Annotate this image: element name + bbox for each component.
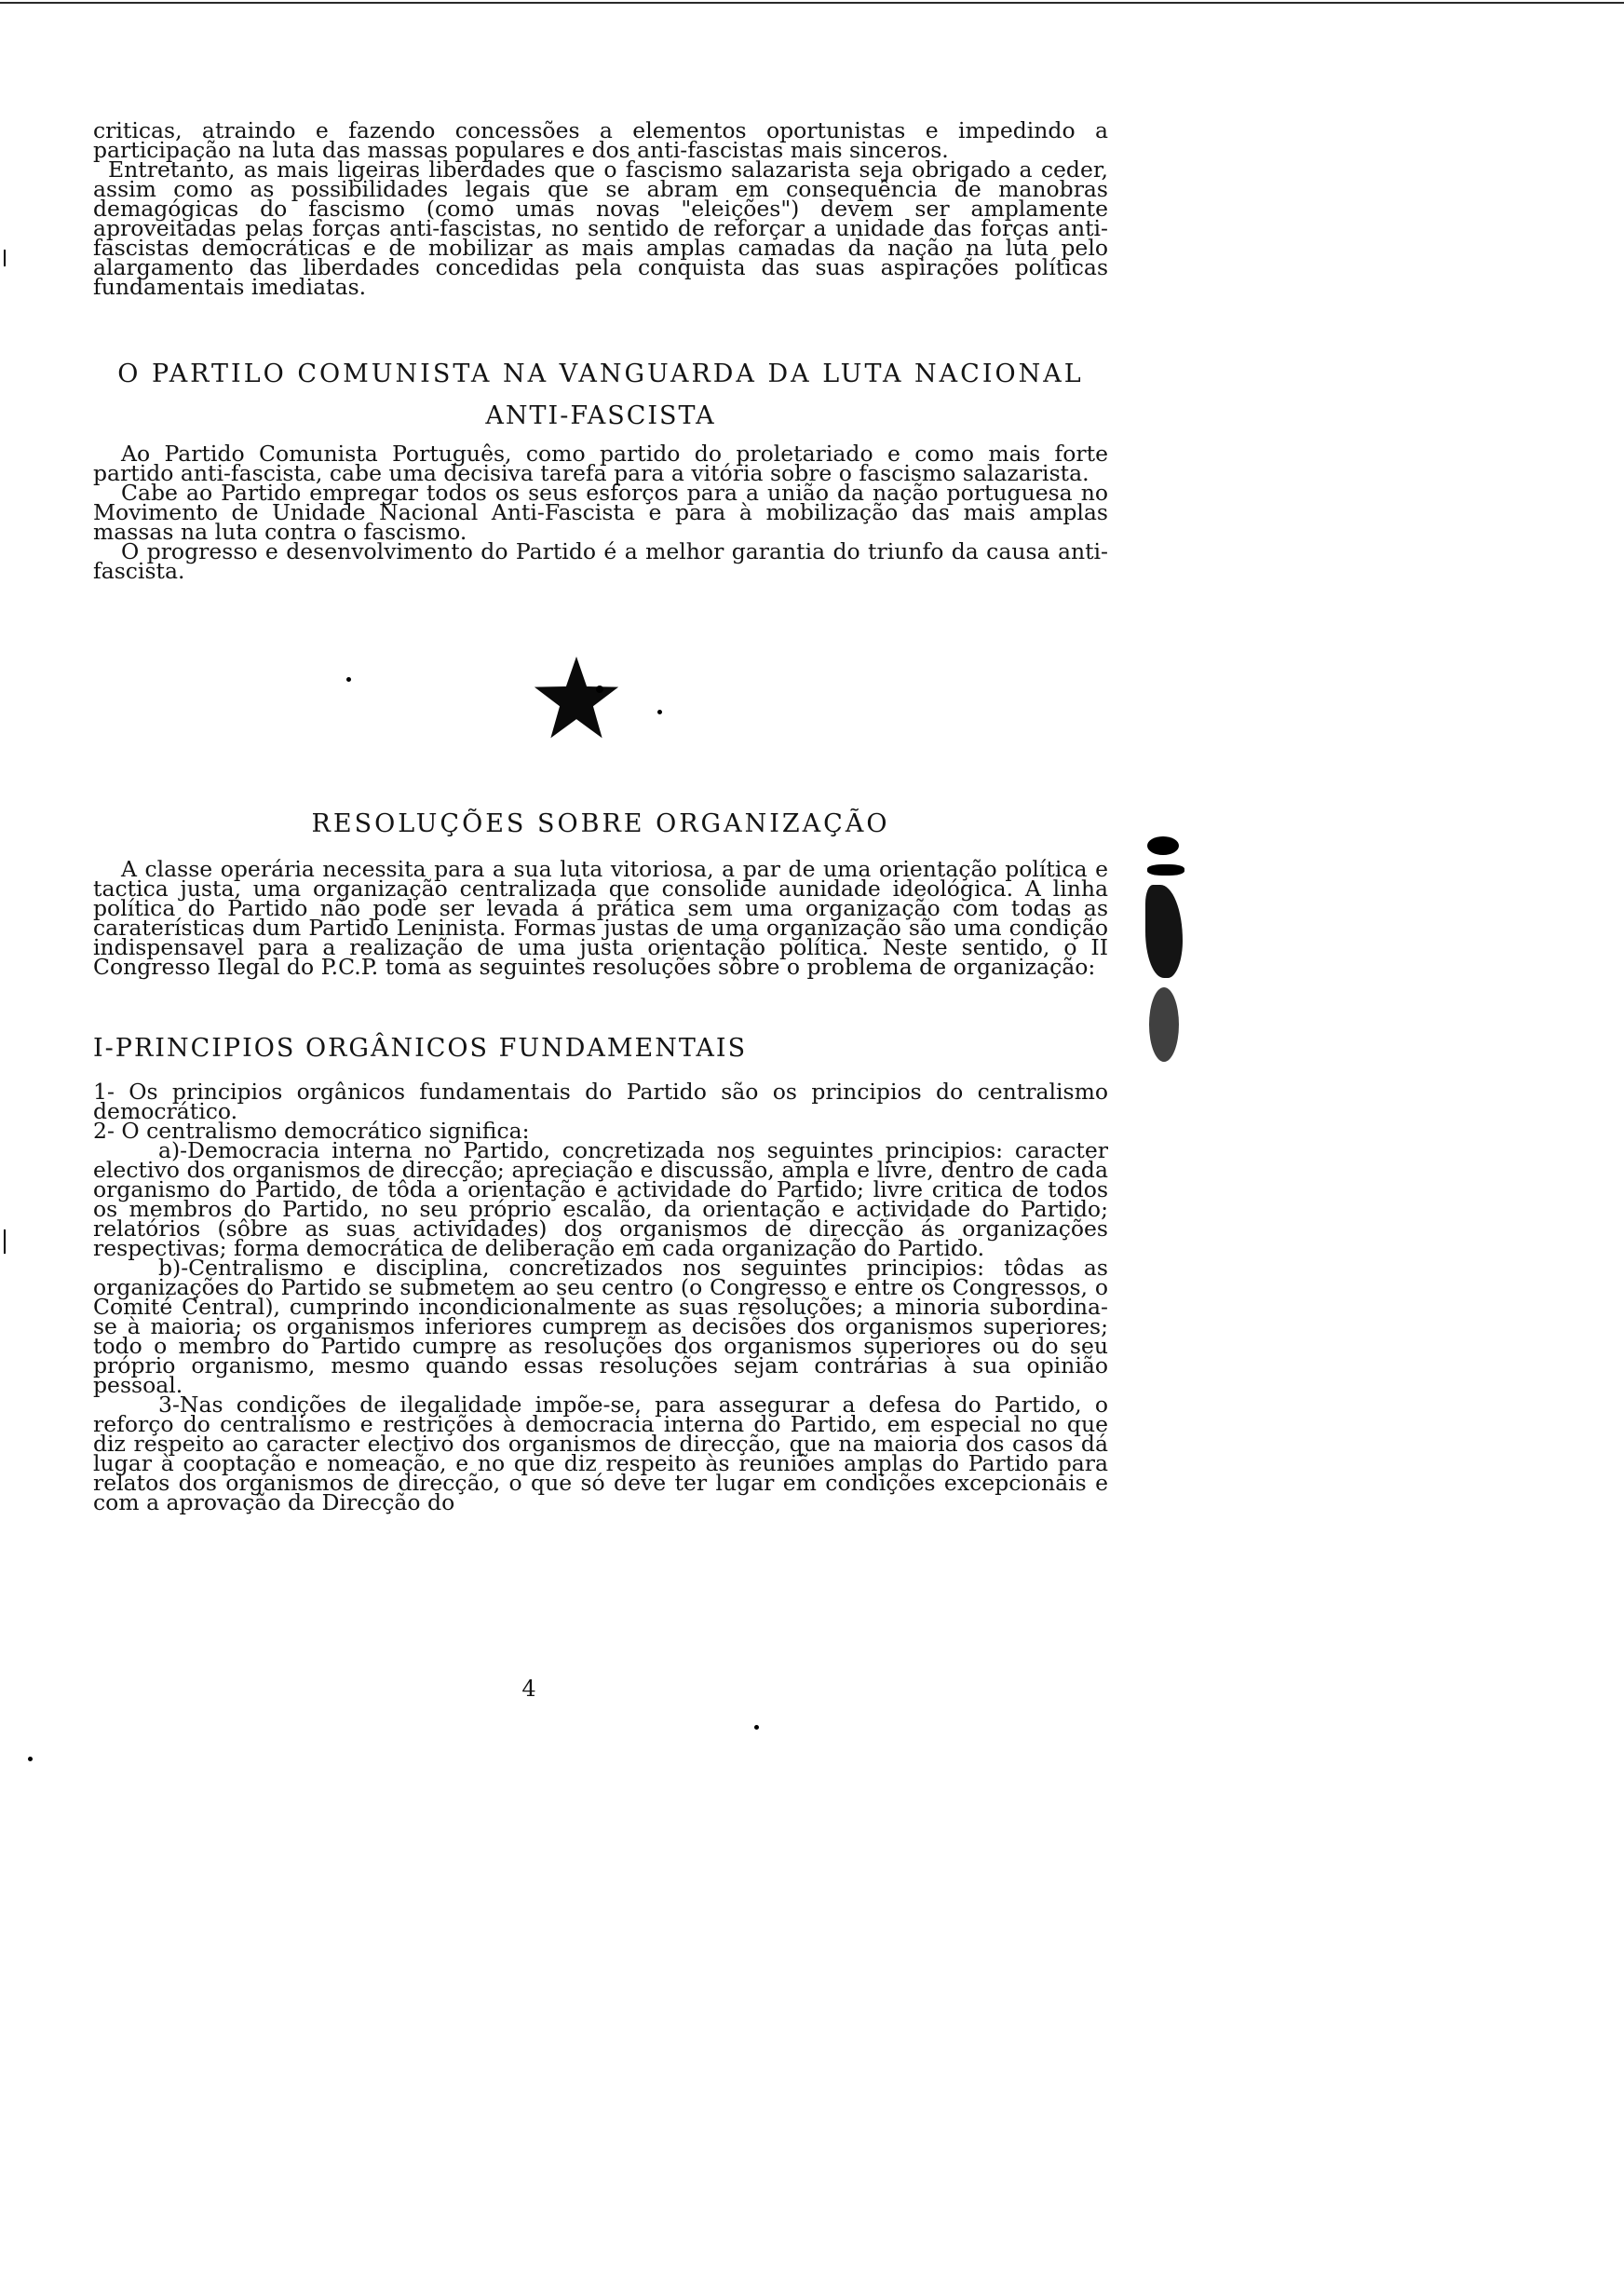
organization-intro-block [93, 856, 1108, 980]
scan-blot [1147, 864, 1184, 876]
scan-blot [1149, 987, 1179, 1062]
vanguard-paragraph-3: O progresso e desenvolvimento do Partido é a melhor garantia do triunfo da causa anti-fascista. [93, 538, 1108, 584]
principles-block [93, 1079, 1108, 1515]
vanguard-paragraph-2: Cabe ao Partido empregar todos os seus esforços para a união da nação portuguesa no Movimento de Unidade Nacional Anti-Fascista e para à mobilização das mais amplas massas na luta contra o fascismo. [93, 480, 1108, 545]
principle-item-1: 1- Os principios orgânicos fundamentais do Partido são os principios do centralismo democrático. [93, 1079, 1108, 1124]
star-ornament-icon [533, 654, 620, 743]
scan-speck [4, 250, 6, 266]
vanguard-paragraph-1: Ao Partido Comunista Português, como partido do proletariado e como mais forte partido anti-fascista, cabe uma decisiva tarefa para a vitória sobre o fascismo salazarista. [93, 441, 1108, 486]
scan-speck [657, 710, 662, 714]
intro-paragraph-2: Entretanto, as mais ligeiras liberdades que o fascismo salazarista seja obrigado a ceder, assim como as possibilidades legais que se abram em consequência de manobras demagógicas do fascismo (como umas novas "eleições") devem ser amplamente aproveitadas pelas forças anti-fascistas, no sentido de reforçar a unidade das forças anti-fascistas democráticas e de mobilizar as mais amplas camadas da nação na luta pelo alargamento das liberdades concedidas pela conquista das suas aspirações políticas fundamentais imediatas. [93, 156, 1108, 300]
scan-speck [4, 1229, 6, 1254]
section-title-line-1: O PARTILO COMUNISTA NA VANGUARDA DA LUTA NACIONAL [117, 360, 1084, 388]
intro-block [93, 117, 1108, 300]
page-number: 4 [521, 1676, 536, 1702]
principles-subheading: I-PRINCIPIOS ORGÂNICOS FUNDAMENTAIS [93, 1034, 748, 1063]
principle-item-3: 3-Nas condições de ilegalidade impõe-se, para assegurar a defesa do Partido, o reforço do centralismo e restrições à democracia interna do Partido, em especial no que diz respeito ao caracter electivo dos organismos de direcção, que na maioria dos casos dá lugar à cooptação e nomeação, e no que diz respeito às reuniões amplas do Partido para relatos dos organismos de direcção, o que só deve ter lugar em condições excepcionais e com a aprovação da Direcção do [93, 1392, 1108, 1515]
scan-speck [754, 1725, 759, 1730]
intro-paragraph-1: criticas, atraindo e fazendo concessões a elementos oportunistas e impedindo a participação na luta das massas populares e dos anti-fascistas mais sinceros. [93, 117, 1108, 163]
scan-speck [596, 686, 603, 693]
scan-speck [346, 677, 351, 682]
scan-top-border [0, 2, 1624, 4]
principle-item-2a: a)-Democracia interna no Partido, concretizada nos seguintes principios: caracter electivo dos organismos de direcção; apreciação e discussão, ampla e livre, dentro de cada organismo do Partido, de tôda a orientação e actividade do Partido; livre critica de todos os membros do Partido, no seu próprio escalão, da orientação e actividade do Partido; relatórios (sôbre as suas actividades) dos organismos de direcção ás organizações respectivas; forma democrática de deliberação em cada organização do Partido. [93, 1137, 1108, 1261]
resolutions-title: RESOLUÇÕES SOBRE ORGANIZAÇÃO [311, 809, 890, 838]
scan-blot [1147, 836, 1179, 855]
section-title-line-2: ANTI-FASCISTA [485, 401, 716, 430]
organization-intro-paragraph: A classe operária necessita para a sua luta vitoriosa, a par de uma orientação política e tactica justa, uma organização centralizada que consolide aunidade ideológica. A linha política do Partido não pode ser levada á prática sem uma organização com todas as caraterísticas dum Partido Leninista. Formas justas de uma organização são uma condição indispensavel para a realização de uma justa orientação política. Neste sentido, o II Congresso Ilegal do P.C.P. toma as seguintes resoluções sôbre o problema de organização: [93, 856, 1108, 980]
principle-item-2: 2- O centralismo democrático significa: [93, 1118, 530, 1144]
principle-item-2b: b)-Centralismo e disciplina, concretizados nos seguintes principios: tôdas as organizações do Partido se submetem ao seu centro (o Congresso e entre os Congressos, o Comité Central), cumprindo incondicionalmente as suas resoluções; a minoria subordina-se à maioria; os organismos inferiores cumprem as decisões dos organismos superiores; todo o membro do Partido cumpre as resoluções dos organismos superiores ou do seu próprio organismo, mesmo quando essas resoluções sejam contrárias à sua opinião pessoal. [93, 1255, 1108, 1398]
scan-speck [28, 1757, 33, 1761]
scan-blot [1145, 885, 1183, 978]
vanguard-block [93, 441, 1108, 584]
